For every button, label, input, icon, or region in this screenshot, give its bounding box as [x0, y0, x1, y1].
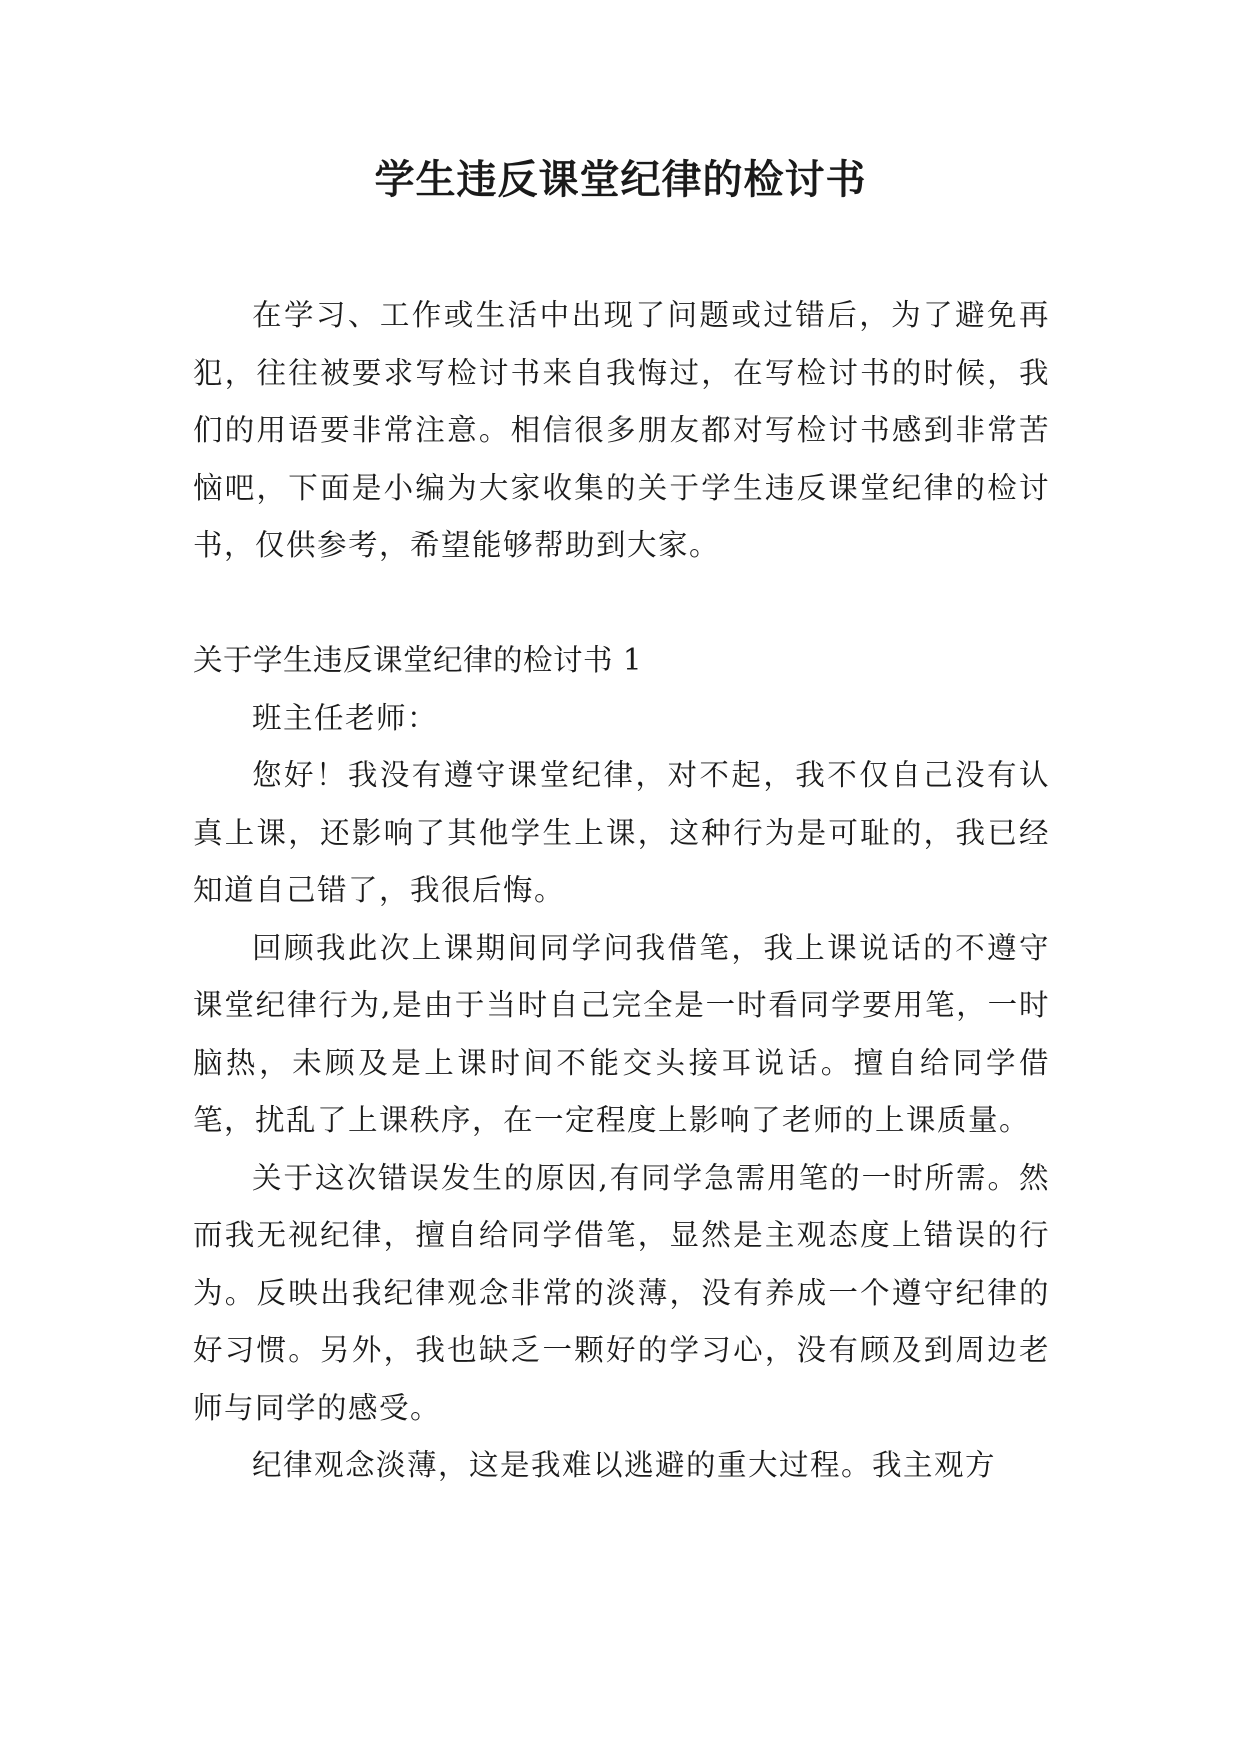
body-paragraph: 纪律观念淡薄，这是我难以逃避的重大过程。我主观方: [252, 1448, 997, 1482]
body-paragraph: 关于这次错误发生的原因,有同学急需用笔的一时所需。然而我无视纪律，擅自给同学借笔，显然是主观态度上错误的行为。反映出我纪律观念非常的淡薄，没有养成一个遵守纪律的好习惯。另外，我也缺乏一颗好的学习心，没有顾及到周边老师与同学的感受。: [193, 1160, 1050, 1425]
body-paragraph: 您好！我没有遵守课堂纪律，对不起，我不仅自己没有认真上课，还影响了其他学生上课，这种行为是可耻的，我已经知道自己错了，我很后悔。: [193, 758, 1050, 907]
section-heading: 关于学生违反课堂纪律的检讨书 1: [193, 643, 643, 677]
body-paragraph: 回顾我此次上课期间同学问我借笔，我上课说话的不遵守课堂纪律行为,是由于当时自己完全是一时看同学要用笔，一时脑热，未顾及是上课时间不能交头接耳说话。擅自给同学借笔，扰乱了上课秩序，在一定程度上影响了老师的上课质量。: [193, 930, 1050, 1137]
salutation: 班主任老师：: [252, 700, 439, 735]
document-title: 学生违反课堂纪律的检讨书: [374, 156, 867, 203]
intro-paragraph: 在学习、工作或生活中出现了问题或过错后，为了避免再犯，往往被要求写检讨书来自我悔过，在写检讨书的时候，我们的用语要非常注意。相信很多朋友都对写检讨书感到非常苦恼吧，下面是小编为大家收集的关于学生违反课堂纪律的检讨书，仅供参考，希望能够帮助到大家。: [193, 298, 1050, 562]
paragraph-spacer: [193, 575, 1050, 633]
document-body: [193, 287, 1050, 1495]
